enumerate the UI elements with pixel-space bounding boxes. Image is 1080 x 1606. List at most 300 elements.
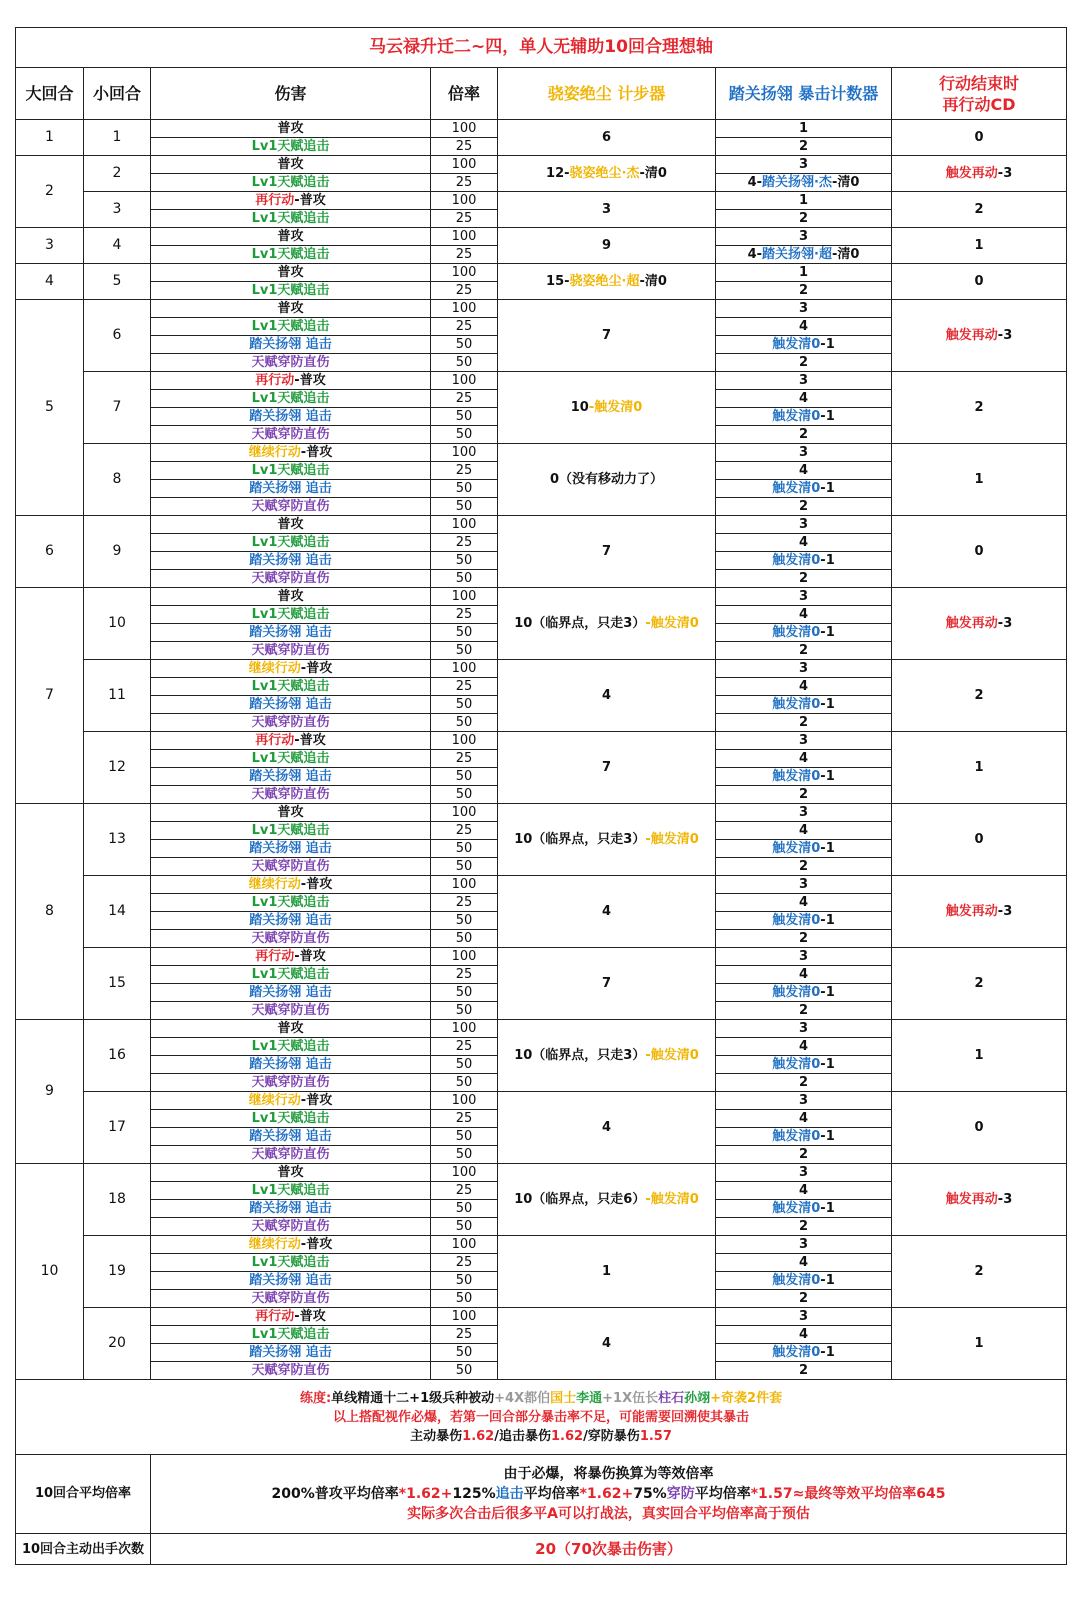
damage-cell xyxy=(151,480,431,498)
multiplier-cell: 100 xyxy=(431,156,498,174)
step-text: -清0 xyxy=(639,166,667,181)
multiplier-cell: 50 xyxy=(431,1272,498,1290)
header-cd xyxy=(892,68,1067,120)
crit-counter-cell xyxy=(716,174,892,192)
crit-counter-cell xyxy=(716,1038,892,1056)
crit-text: 1 xyxy=(798,193,809,208)
damage-cell xyxy=(151,1182,431,1200)
damage-cell xyxy=(151,588,431,606)
damage-label: Lv1天赋追击 xyxy=(251,895,330,910)
cd-text: 1 xyxy=(974,238,984,253)
notes-text: 孙翊 xyxy=(684,1390,711,1406)
multiplier-cell: 50 xyxy=(431,1056,498,1074)
notes-text: 国士 xyxy=(550,1390,577,1406)
crit-counter-cell xyxy=(716,1236,892,1254)
damage-label: 踏关扬翎 追击 xyxy=(249,985,332,1000)
step-counter-cell xyxy=(498,264,716,300)
damage-label: -普攻 xyxy=(300,1237,333,1252)
cd-text: 0 xyxy=(974,274,984,289)
small-round-cell: 9 xyxy=(84,516,151,588)
cd-text: 1 xyxy=(974,472,984,487)
damage-label: Lv1天赋追击 xyxy=(251,247,330,262)
notes-text: +1级兵种被动 xyxy=(409,1390,495,1406)
table-row xyxy=(16,948,1067,966)
cd-text: 0 xyxy=(974,130,984,145)
damage-cell xyxy=(151,1236,431,1254)
crit-highlight: 触发清0 xyxy=(772,553,821,568)
damage-label: 普攻 xyxy=(277,805,304,820)
cd-text: 0 xyxy=(974,1120,984,1135)
step-text: 4 xyxy=(601,904,612,919)
damage-cell xyxy=(151,984,431,1002)
multiplier-cell: 100 xyxy=(431,1164,498,1182)
crit-text: 2 xyxy=(798,571,809,586)
multiplier-cell: 100 xyxy=(431,876,498,894)
average-line1: 由于必爆，将暴伤换算为等效倍率 xyxy=(503,1466,714,1482)
damage-label: 天赋穿防直伤 xyxy=(251,859,330,874)
damage-label: 天赋穿防直伤 xyxy=(251,643,330,658)
multiplier-cell: 100 xyxy=(431,120,498,138)
damage-label: 普攻 xyxy=(277,1021,304,1036)
crit-text: 2 xyxy=(798,211,809,226)
damage-label: -普攻 xyxy=(294,1309,326,1324)
multiplier-cell: 25 xyxy=(431,1110,498,1128)
cd-cell xyxy=(892,228,1067,264)
notes-text: /穿防暴伤 xyxy=(583,1428,640,1444)
crit-text: -1 xyxy=(820,913,835,928)
crit-counter-cell xyxy=(716,1362,892,1380)
crit-highlight: 触发清0 xyxy=(772,409,821,424)
crit-counter-cell xyxy=(716,966,892,984)
damage-cell xyxy=(151,390,431,408)
cd-cell xyxy=(892,300,1067,372)
multiplier-cell: 25 xyxy=(431,606,498,624)
damage-cell xyxy=(151,354,431,372)
crit-counter-cell xyxy=(716,1020,892,1038)
table-row xyxy=(16,228,1067,246)
multiplier-cell: 25 xyxy=(431,462,498,480)
crit-highlight: 触发清0 xyxy=(772,769,821,784)
step-text: 12- xyxy=(546,166,570,181)
step-text: 3 xyxy=(601,202,612,217)
crit-counter-cell xyxy=(716,1002,892,1020)
step-highlight: -触发清0 xyxy=(645,832,699,847)
notes-text: +奇袭2件套 xyxy=(710,1390,783,1406)
multiplier-cell: 50 xyxy=(431,336,498,354)
avg-text: 穿防 xyxy=(666,1486,695,1502)
damage-label: -普攻 xyxy=(300,1093,333,1108)
action-count-value: 20（70次暴击伤害） xyxy=(151,1534,1067,1565)
damage-label: 天赋穿防直伤 xyxy=(251,1363,330,1378)
damage-label: Lv1天赋追击 xyxy=(251,319,330,334)
step-counter-cell xyxy=(498,228,716,264)
damage-cell xyxy=(151,1110,431,1128)
crit-text: 4 xyxy=(798,607,809,622)
damage-label: -普攻 xyxy=(294,373,326,388)
damage-cell xyxy=(151,1002,431,1020)
damage-cell xyxy=(151,732,431,750)
avg-text: 125% xyxy=(452,1486,496,1502)
small-round-cell: 1 xyxy=(84,120,151,156)
damage-label: 普攻 xyxy=(277,157,304,172)
crit-counter-cell xyxy=(716,1218,892,1236)
multiplier-cell: 50 xyxy=(431,840,498,858)
damage-cell xyxy=(151,1092,431,1110)
crit-text: 4 xyxy=(798,967,809,982)
damage-label: 踏关扬翎 追击 xyxy=(249,337,332,352)
crit-text: 2 xyxy=(798,859,809,874)
crit-counter-cell xyxy=(716,1272,892,1290)
damage-label: 普攻 xyxy=(277,265,304,280)
damage-label: -普攻 xyxy=(300,445,333,460)
crit-text: -1 xyxy=(820,985,835,1000)
crit-text: 4 xyxy=(798,1183,809,1198)
table-row xyxy=(16,588,1067,606)
step-text: 1 xyxy=(601,1264,612,1279)
cd-highlight: 触发再动 xyxy=(945,616,998,631)
small-round-cell: 5 xyxy=(84,264,151,300)
multiplier-cell: 50 xyxy=(431,1362,498,1380)
table-row xyxy=(16,516,1067,534)
damage-cell xyxy=(151,660,431,678)
damage-label: 天赋穿防直伤 xyxy=(251,571,330,586)
crit-text: 4- xyxy=(747,247,763,262)
crit-counter-cell xyxy=(716,840,892,858)
damage-label: 踏关扬翎 追击 xyxy=(249,553,332,568)
damage-label: 天赋穿防直伤 xyxy=(251,427,330,442)
table-row xyxy=(16,732,1067,750)
crit-text: 1 xyxy=(798,121,809,136)
header-row xyxy=(16,68,1067,120)
damage-label: 普攻 xyxy=(277,589,304,604)
crit-counter-cell xyxy=(716,246,892,264)
cd-cell xyxy=(892,1308,1067,1380)
multiplier-cell: 50 xyxy=(431,1128,498,1146)
table-row xyxy=(16,1092,1067,1110)
crit-text: -1 xyxy=(820,1057,835,1072)
crit-counter-cell xyxy=(716,732,892,750)
crit-counter-cell xyxy=(716,624,892,642)
damage-label: Lv1天赋追击 xyxy=(251,1255,330,1270)
small-round-cell: 2 xyxy=(84,156,151,192)
damage-label: 天赋穿防直伤 xyxy=(251,1075,330,1090)
multiplier-cell: 25 xyxy=(431,678,498,696)
multiplier-cell: 25 xyxy=(431,1038,498,1056)
multiplier-cell: 25 xyxy=(431,534,498,552)
crit-counter-cell xyxy=(716,894,892,912)
damage-label: 普攻 xyxy=(277,301,304,316)
step-counter-cell xyxy=(498,732,716,804)
multiplier-cell: 100 xyxy=(431,1236,498,1254)
crit-text: 3 xyxy=(798,805,809,820)
damage-label: 踏关扬翎 追击 xyxy=(249,1129,332,1144)
damage-label: 天赋穿防直伤 xyxy=(251,1003,330,1018)
crit-text: 3 xyxy=(798,1309,809,1324)
crit-counter-cell xyxy=(716,552,892,570)
step-text: 10 xyxy=(570,400,589,415)
crit-counter-cell xyxy=(716,1254,892,1272)
table-row xyxy=(16,300,1067,318)
crit-highlight: 触发清0 xyxy=(772,1273,821,1288)
cd-cell xyxy=(892,660,1067,732)
crit-text: -1 xyxy=(820,1201,835,1216)
cd-text: 2 xyxy=(974,976,984,991)
cd-text: 2 xyxy=(974,1264,984,1279)
step-highlight: -触发清0 xyxy=(645,616,699,631)
damage-prefix: 继续行动 xyxy=(248,1093,301,1108)
crit-counter-cell xyxy=(716,1182,892,1200)
small-round-cell: 8 xyxy=(84,444,151,516)
damage-cell xyxy=(151,966,431,984)
crit-text: -1 xyxy=(820,841,835,856)
damage-cell xyxy=(151,1254,431,1272)
title-row xyxy=(16,28,1067,68)
damage-cell xyxy=(151,372,431,390)
multiplier-cell: 50 xyxy=(431,426,498,444)
table-row xyxy=(16,1164,1067,1182)
crit-highlight: 触发清0 xyxy=(772,337,821,352)
damage-label: Lv1天赋追击 xyxy=(251,679,330,694)
multiplier-cell: 50 xyxy=(431,354,498,372)
crit-counter-cell xyxy=(716,1092,892,1110)
cd-text: 2 xyxy=(974,400,984,415)
damage-cell xyxy=(151,786,431,804)
step-counter-cell xyxy=(498,516,716,588)
damage-label: Lv1天赋追击 xyxy=(251,463,330,478)
crit-text: 2 xyxy=(798,427,809,442)
damage-cell xyxy=(151,1362,431,1380)
multiplier-cell: 50 xyxy=(431,912,498,930)
damage-label: 天赋穿防直伤 xyxy=(251,787,330,802)
step-counter-cell xyxy=(498,444,716,516)
rotation-table xyxy=(15,27,1067,1565)
step-highlight: -触发清0 xyxy=(645,1048,699,1063)
damage-cell xyxy=(151,642,431,660)
damage-label: 踏关扬翎 追击 xyxy=(249,1057,332,1072)
big-round-cell: 2 xyxy=(16,156,84,228)
multiplier-cell: 100 xyxy=(431,444,498,462)
damage-prefix: 再行动 xyxy=(255,373,295,388)
multiplier-cell: 100 xyxy=(431,264,498,282)
small-round-cell: 15 xyxy=(84,948,151,1020)
small-round-cell: 17 xyxy=(84,1092,151,1164)
damage-label: Lv1天赋追击 xyxy=(251,1327,330,1342)
multiplier-cell: 100 xyxy=(431,948,498,966)
crit-highlight: 触发清0 xyxy=(772,1129,821,1144)
damage-label: 踏关扬翎 追击 xyxy=(249,1345,332,1360)
header-damage: 伤害 xyxy=(151,68,431,120)
damage-cell xyxy=(151,570,431,588)
crit-counter-cell xyxy=(716,1110,892,1128)
damage-label: Lv1天赋追击 xyxy=(251,1183,330,1198)
damage-label: Lv1天赋追击 xyxy=(251,967,330,982)
crit-text: -1 xyxy=(820,409,835,424)
damage-cell xyxy=(151,876,431,894)
avg-text: 追击 xyxy=(495,1486,524,1502)
damage-cell xyxy=(151,300,431,318)
cd-cell xyxy=(892,264,1067,300)
notes-cell xyxy=(16,1380,1067,1455)
small-round-cell: 16 xyxy=(84,1020,151,1092)
step-text: 6 xyxy=(601,130,612,145)
cd-cell xyxy=(892,120,1067,156)
multiplier-cell: 100 xyxy=(431,1308,498,1326)
cd-cell xyxy=(892,516,1067,588)
damage-label: 天赋穿防直伤 xyxy=(251,1147,330,1162)
damage-cell xyxy=(151,696,431,714)
damage-label: Lv1天赋追击 xyxy=(251,175,330,190)
spreadsheet xyxy=(15,27,1066,1565)
damage-label: 踏关扬翎 追击 xyxy=(249,1273,332,1288)
damage-cell xyxy=(151,1146,431,1164)
damage-prefix: 继续行动 xyxy=(248,877,301,892)
damage-cell xyxy=(151,516,431,534)
step-counter-cell xyxy=(498,660,716,732)
multiplier-cell: 25 xyxy=(431,1326,498,1344)
cd-cell xyxy=(892,588,1067,660)
crit-text: -1 xyxy=(820,337,835,352)
small-round-cell: 14 xyxy=(84,876,151,948)
big-round-cell: 10 xyxy=(16,1164,84,1380)
damage-cell xyxy=(151,1056,431,1074)
damage-cell xyxy=(151,912,431,930)
table-row xyxy=(16,444,1067,462)
multiplier-cell: 50 xyxy=(431,408,498,426)
multiplier-cell: 100 xyxy=(431,804,498,822)
crit-counter-cell xyxy=(716,606,892,624)
crit-counter-cell xyxy=(716,264,892,282)
crit-counter-cell xyxy=(716,282,892,300)
crit-text: -清0 xyxy=(831,247,860,262)
avg-text: *1.57≈最终等效平均倍率645 xyxy=(750,1486,946,1502)
step-text: -清0 xyxy=(639,274,667,289)
damage-cell xyxy=(151,1344,431,1362)
crit-text: 2 xyxy=(798,1363,809,1378)
avg-text: 200%普攻平均倍率 xyxy=(271,1486,399,1502)
multiplier-cell: 25 xyxy=(431,390,498,408)
cd-highlight: 触发再动 xyxy=(945,1192,998,1207)
damage-prefix: 继续行动 xyxy=(248,661,301,676)
header-small-round: 小回合 xyxy=(84,68,151,120)
damage-label: Lv1天赋追击 xyxy=(251,823,330,838)
crit-text: 4 xyxy=(798,679,809,694)
crit-text: 4 xyxy=(798,895,809,910)
header-big-round: 大回合 xyxy=(16,68,84,120)
damage-prefix: 再行动 xyxy=(255,733,295,748)
cd-highlight: 触发再动 xyxy=(945,166,998,181)
average-cell xyxy=(151,1455,1067,1534)
multiplier-cell: 50 xyxy=(431,696,498,714)
table-row xyxy=(16,120,1067,138)
big-round-cell: 3 xyxy=(16,228,84,264)
cd-cell xyxy=(892,732,1067,804)
crit-text: 2 xyxy=(798,1003,809,1018)
damage-cell xyxy=(151,804,431,822)
crit-counter-cell xyxy=(716,318,892,336)
notes-text: 主动暴伤 xyxy=(410,1428,463,1444)
multiplier-cell: 50 xyxy=(431,480,498,498)
table-row xyxy=(16,192,1067,210)
crit-text: 2 xyxy=(798,643,809,658)
crit-text: 2 xyxy=(798,1147,809,1162)
multiplier-cell: 25 xyxy=(431,246,498,264)
table-row xyxy=(16,372,1067,390)
damage-prefix: 继续行动 xyxy=(248,1237,301,1252)
crit-counter-cell xyxy=(716,534,892,552)
damage-cell xyxy=(151,1020,431,1038)
table-row xyxy=(16,804,1067,822)
damage-prefix: 继续行动 xyxy=(248,445,301,460)
step-counter-cell xyxy=(498,372,716,444)
damage-label: Lv1天赋追击 xyxy=(251,211,330,226)
step-counter-cell xyxy=(498,120,716,156)
step-text: 10（临界点，只走3） xyxy=(514,616,646,631)
damage-label: 普攻 xyxy=(277,517,304,532)
damage-cell xyxy=(151,1164,431,1182)
multiplier-cell: 50 xyxy=(431,1200,498,1218)
crit-text: 1 xyxy=(798,265,809,280)
crit-counter-cell xyxy=(716,876,892,894)
crit-text: 4 xyxy=(798,1327,809,1342)
damage-label: Lv1天赋追击 xyxy=(251,391,330,406)
crit-text: -1 xyxy=(820,769,835,784)
table-row xyxy=(16,1020,1067,1038)
damage-cell xyxy=(151,228,431,246)
small-round-cell: 3 xyxy=(84,192,151,228)
damage-label: 普攻 xyxy=(277,229,304,244)
step-counter-cell xyxy=(498,948,716,1020)
crit-counter-cell xyxy=(716,822,892,840)
damage-cell xyxy=(151,930,431,948)
crit-counter-cell xyxy=(716,768,892,786)
damage-label: 踏关扬翎 追击 xyxy=(249,1201,332,1216)
crit-text: 4 xyxy=(798,463,809,478)
step-text: 10（临界点，只走3） xyxy=(514,1048,646,1063)
multiplier-cell: 100 xyxy=(431,660,498,678)
crit-counter-cell xyxy=(716,1308,892,1326)
big-round-cell: 1 xyxy=(16,120,84,156)
table-row xyxy=(16,156,1067,174)
step-text: 0（没有移动力了） xyxy=(549,472,664,487)
damage-cell xyxy=(151,408,431,426)
crit-text: 4 xyxy=(798,823,809,838)
multiplier-cell: 50 xyxy=(431,570,498,588)
damage-label: 普攻 xyxy=(277,1165,304,1180)
crit-counter-cell xyxy=(716,426,892,444)
crit-highlight: 触发清0 xyxy=(772,1201,821,1216)
crit-highlight: 触发清0 xyxy=(772,841,821,856)
crit-counter-cell xyxy=(716,336,892,354)
small-round-cell: 11 xyxy=(84,660,151,732)
step-counter-cell xyxy=(498,1020,716,1092)
multiplier-cell: 100 xyxy=(431,516,498,534)
crit-counter-cell xyxy=(716,300,892,318)
damage-label: 踏关扬翎 追击 xyxy=(249,841,332,856)
cd-cell xyxy=(892,948,1067,1020)
crit-counter-cell xyxy=(716,408,892,426)
table-row xyxy=(16,1308,1067,1326)
multiplier-cell: 100 xyxy=(431,1092,498,1110)
step-counter-cell xyxy=(498,1164,716,1236)
small-round-cell: 6 xyxy=(84,300,151,372)
cd-cell xyxy=(892,444,1067,516)
crit-text: 3 xyxy=(798,589,809,604)
damage-cell xyxy=(151,264,431,282)
damage-cell xyxy=(151,1326,431,1344)
cd-text: 2 xyxy=(974,202,984,217)
step-counter-cell xyxy=(498,1092,716,1164)
cd-cell xyxy=(892,192,1067,228)
